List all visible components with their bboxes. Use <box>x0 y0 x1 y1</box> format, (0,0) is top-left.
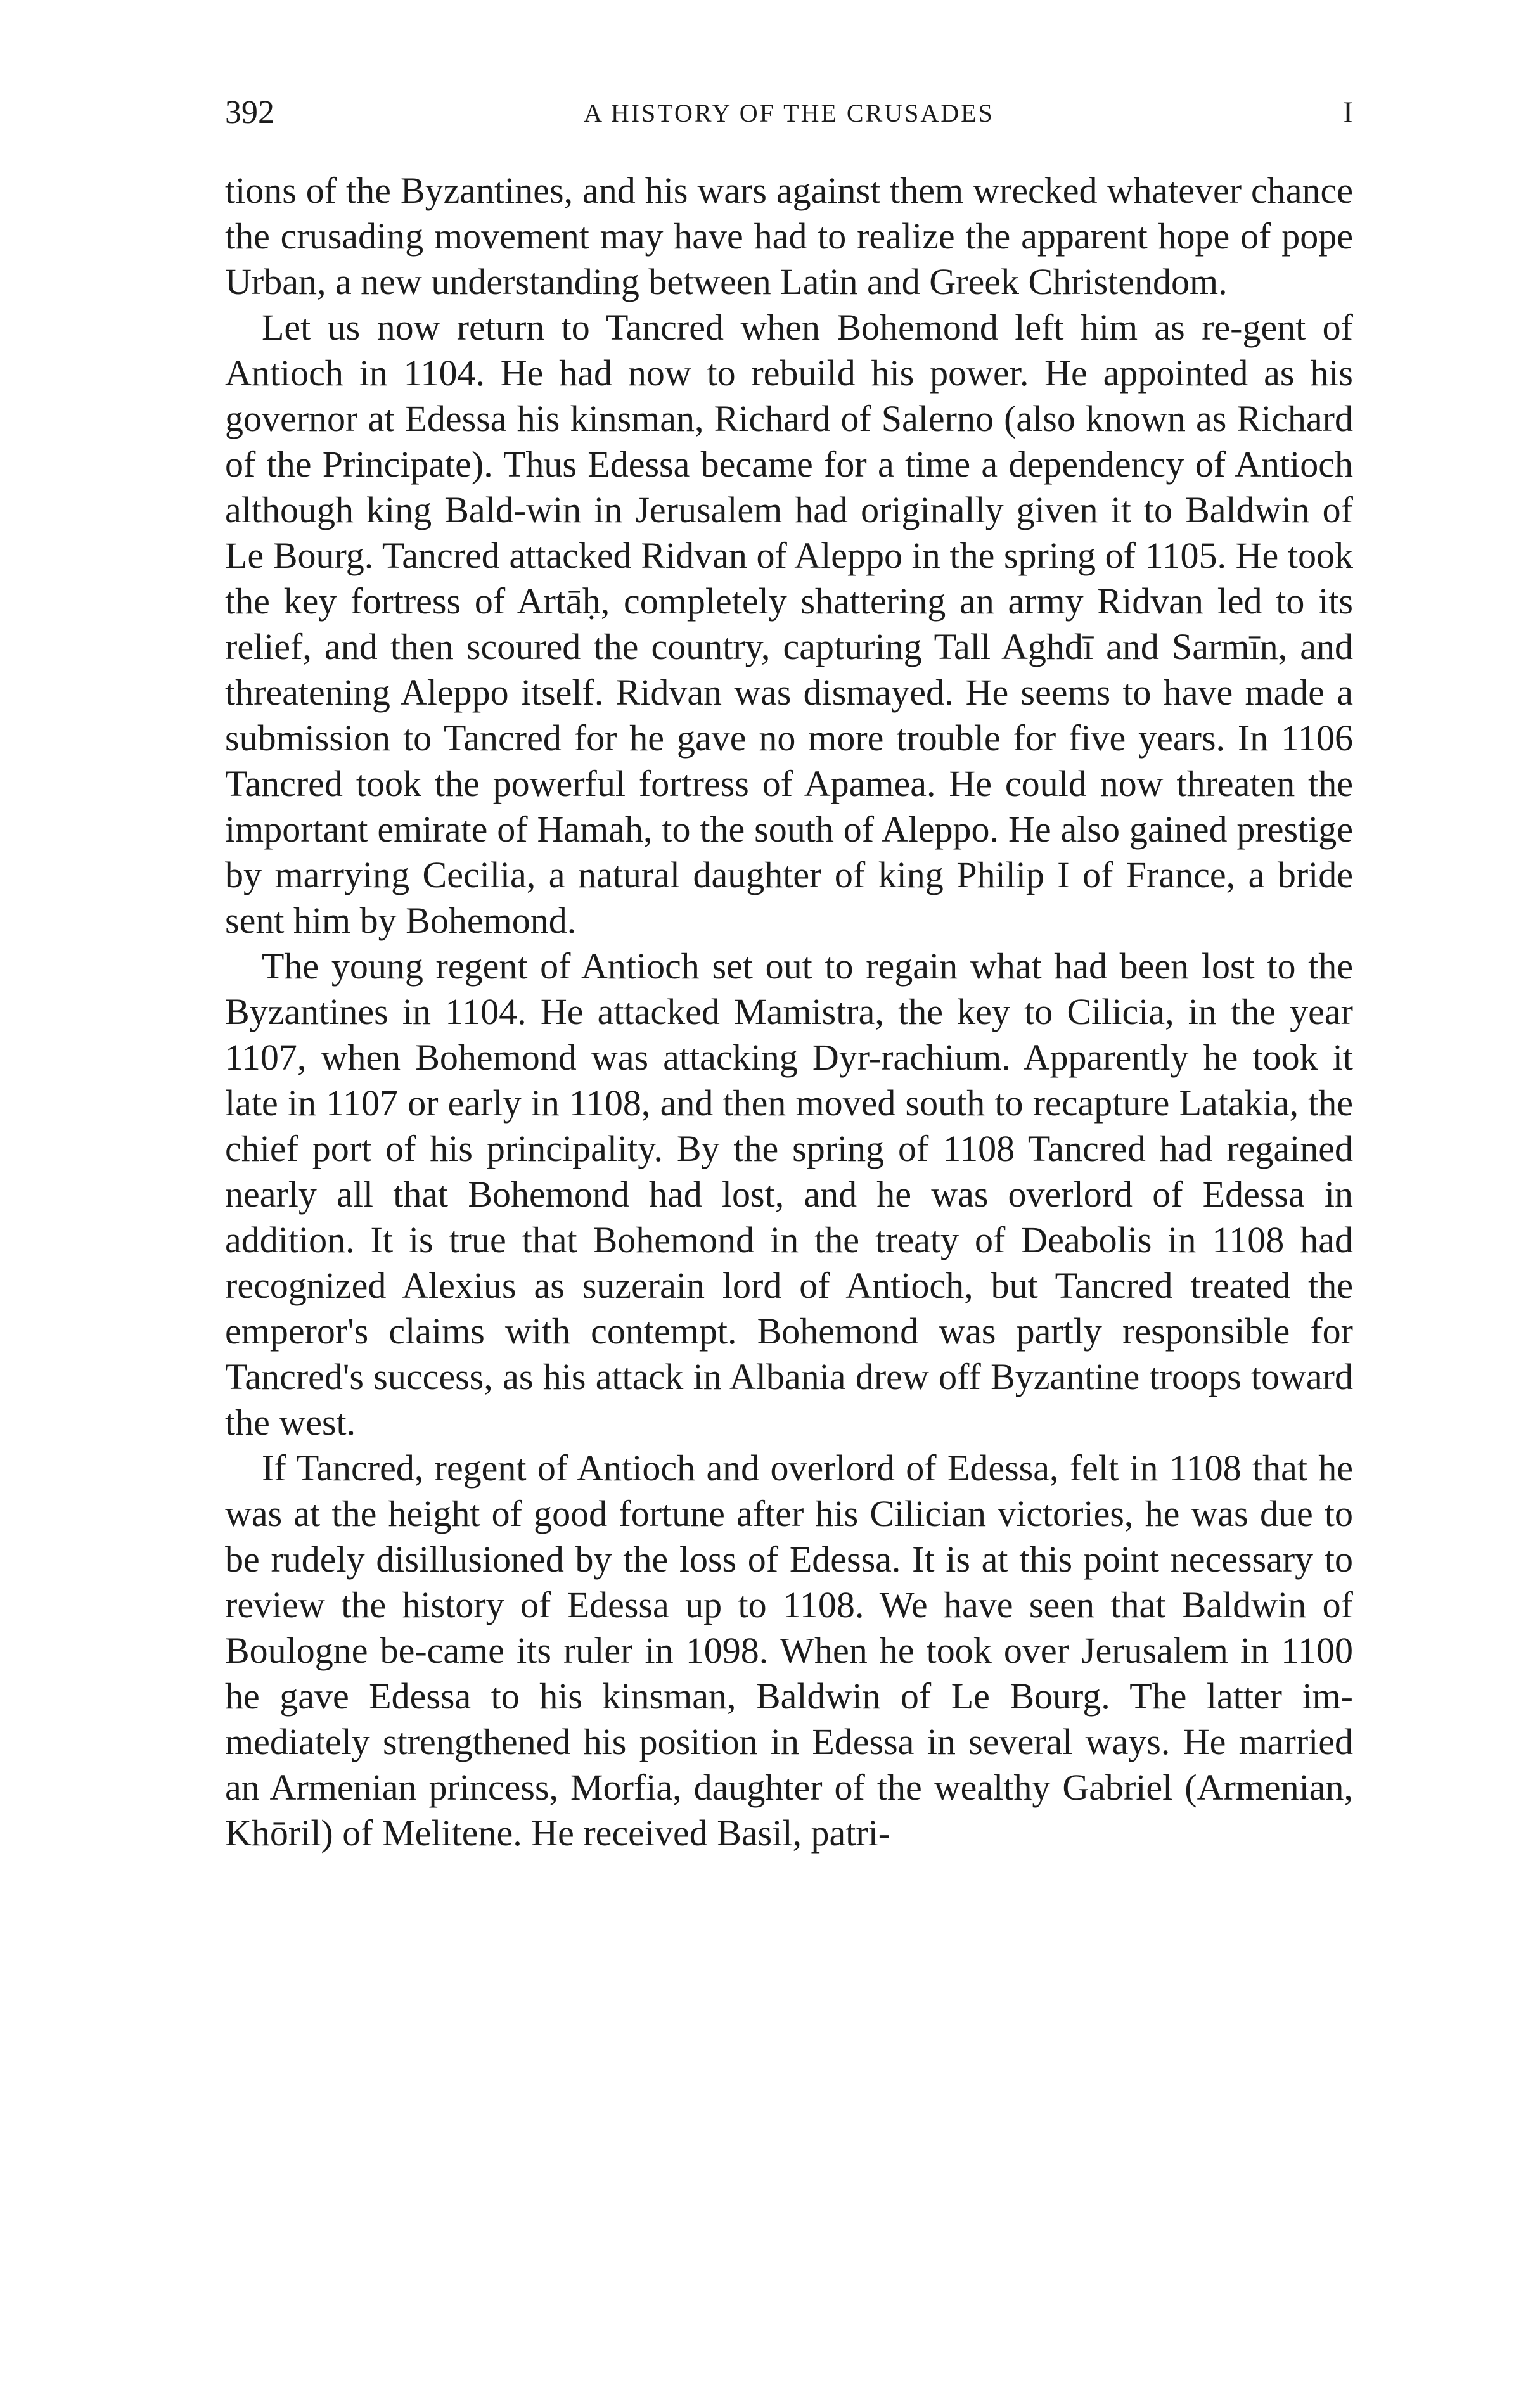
chapter-number: I <box>1343 96 1353 129</box>
running-title: A HISTORY OF THE CRUSADES <box>584 99 994 127</box>
paragraph-tancred-regent: Let us now return to Tancred when Bohemond left him as re-gent of Antioch in 1104. He had now to rebuild his power. He appointed as his governor at Edessa his kinsman, Richard of Salerno (also known as Richard of the Principate). Thus Edessa became for a time a dependency of Antioch although king Bald-win in Jerusalem had originally given it to Baldwin of Le Bourg. Tancred attacked Ridvan of Aleppo in the spring of 1105. He took the key fortress of Artāḥ, completely shattering an army Ridvan led to its relief, and then scoured the country, capturing Tall Aghdī and Sarmīn, and threatening Aleppo itself. Ridvan was dismayed. He seems to have made a submission to Tancred for he gave no more trouble for five years. In 1106 Tancred took the powerful fortress of Apamea. He could now threaten the important emirate of Hamah, to the south of Aleppo. He also gained prestige by marrying Cecilia, a natural daughter of king Philip I of France, a bride sent him by Bohemond. <box>225 307 1353 941</box>
paragraph-edessa-history: If Tancred, regent of Antioch and overlord of Edessa, felt in 1108 that he was at the height of good fortune after his Cilician victories, he was due to be rudely disillusioned by the loss of Edessa. It is at this point necessary to review the history of Edessa up to 1108. We have seen that Baldwin of Boulogne be-came its ruler in 1098. When he took over Jerusalem in 1100 he gave Edessa to his kinsman, Baldwin of Le Bourg. The latter im-mediately strengthened his position in Edessa in several ways. He married an Armenian princess, Morfia, daughter of the wealthy Gabriel (Armenian, Khōril) of Melitene. He received Basil, patri- <box>225 1447 1353 1854</box>
paragraph-cilicia-campaign: The young regent of Antioch set out to regain what had been lost to the Byzantines in 1104. He attacked Mamistra, the key to Cilicia, in the year 1107, when Bohemond was attacking Dyr-rachium. Apparently he took it late in 1107 or early in 1108, and then moved south to recapture Latakia, the chief port of his principality. By the spring of 1108 Tancred had regained nearly all that Bohemond had lost, and he was overlord of Edessa in addition. It is true that Bohemond in the treaty of Deabolis in 1108 had recognized Alexius as suzerain lord of Antioch, but Tancred treated the emperor's claims with contempt. Bohemond was partly responsible for Tancred's success, as his attack in Albania drew off Byzantine troops toward the west. <box>225 945 1353 1443</box>
body-text <box>225 168 1353 1856</box>
paragraph-continued: tions of the Byzantines, and his wars against them wrecked whatever chance the crusading movement may have had to realize the apparent hope of pope Urban, a new understanding between Latin and Greek Christendom. <box>225 170 1353 302</box>
page-number: 392 <box>225 94 274 131</box>
running-head <box>225 89 1353 139</box>
